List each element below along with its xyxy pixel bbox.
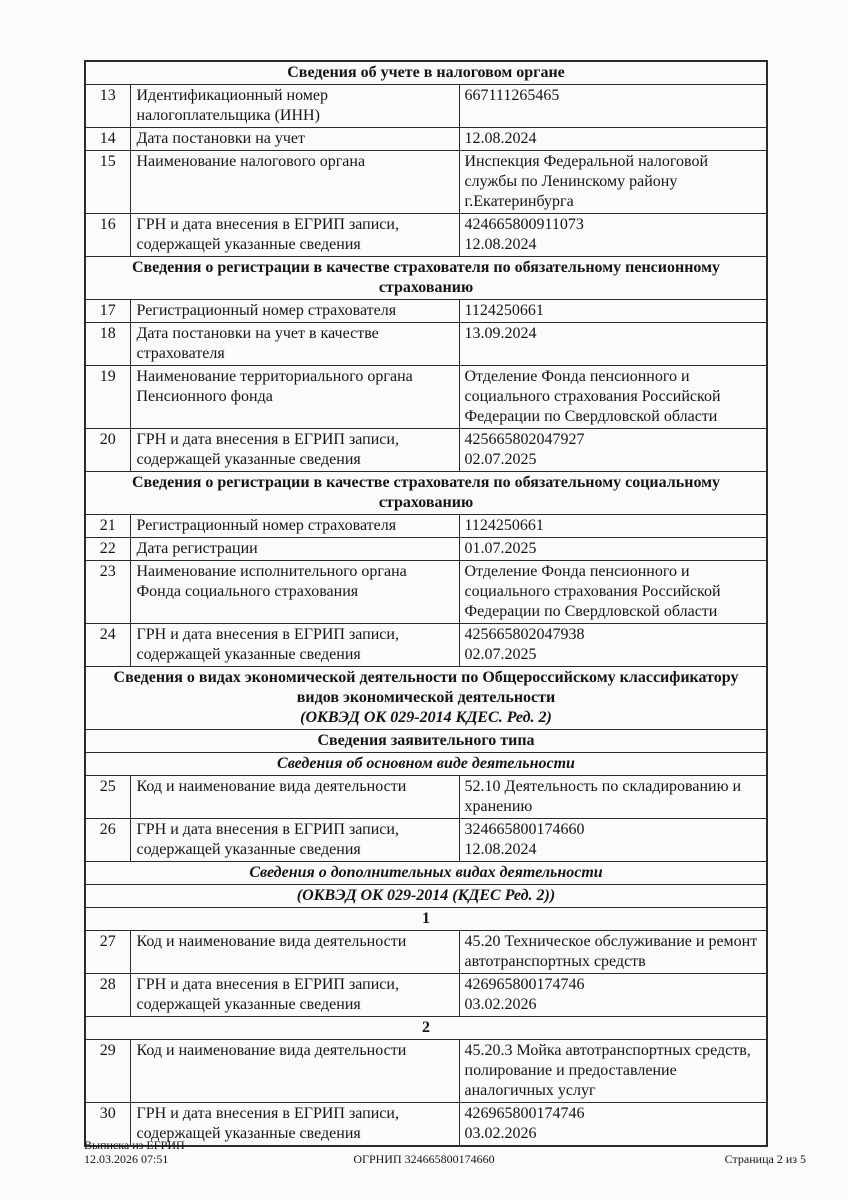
row-value-line: 12.08.2024 — [464, 130, 537, 147]
row-label-cell: Наименование исполнительного органа Фонда социального страхования — [130, 561, 459, 624]
row-value-line: 425665802047927 — [464, 431, 585, 448]
section-header-cell — [85, 472, 767, 515]
row-value-cell — [459, 128, 767, 151]
row-number-cell: 29 — [85, 1040, 130, 1103]
row-label-cell: ГРН и дата внесения в ЕГРИП записи, содержащей указанные сведения — [130, 429, 459, 472]
section-header-cell — [85, 753, 767, 776]
table-row — [85, 515, 767, 538]
row-label-cell: ГРН и дата внесения в ЕГРИП записи, содержащей указанные сведения — [130, 214, 459, 257]
section-header-row — [85, 908, 767, 931]
row-label-cell: Регистрационный номер страхователя — [130, 515, 459, 538]
section-header-row — [85, 753, 767, 776]
row-value-line: 324665800174660 — [464, 821, 585, 838]
table-row — [85, 429, 767, 472]
egrip-table-body — [85, 61, 767, 1146]
row-label-cell: Идентификационный номер налогоплательщика (ИНН) — [130, 85, 459, 128]
table-row — [85, 85, 767, 128]
table-row — [85, 300, 767, 323]
row-number-cell: 16 — [85, 214, 130, 257]
row-value-line: 52.10 Деятельность по складированию и хранению — [464, 778, 742, 815]
section-header-cell — [85, 61, 767, 85]
row-number-cell: 18 — [85, 323, 130, 366]
row-value-line: 13.09.2024 — [464, 325, 537, 342]
row-number-cell: 28 — [85, 974, 130, 1017]
section-title: Сведения о видах экономической деятельности по Общероссийскому классификатору видов экономической деятельности — [113, 669, 739, 706]
table-row — [85, 1040, 767, 1103]
row-label-cell: Код и наименование вида деятельности — [130, 776, 459, 819]
section-header-cell — [85, 730, 767, 753]
row-value-line: 12.08.2024 — [464, 236, 537, 253]
row-number-cell: 22 — [85, 538, 130, 561]
row-label-cell: ГРН и дата внесения в ЕГРИП записи, содержащей указанные сведения — [130, 1103, 459, 1147]
row-value-line: 426965800174746 — [464, 976, 585, 993]
section-title: Сведения о регистрации в качестве страхователя по обязательному пенсионному страхованию — [131, 259, 721, 296]
row-value-cell — [459, 214, 767, 257]
row-value-line: 03.02.2026 — [464, 1125, 537, 1142]
section-header-cell — [85, 1017, 767, 1040]
section-subtitle: (ОКВЭД ОК 029-2014 КДЕС. Ред. 2) — [300, 709, 552, 726]
row-label-cell: ГРН и дата внесения в ЕГРИП записи, содержащей указанные сведения — [130, 974, 459, 1017]
row-value-cell — [459, 85, 767, 128]
section-header-cell — [85, 908, 767, 931]
row-number-cell: 25 — [85, 776, 130, 819]
row-number-cell: 30 — [85, 1103, 130, 1147]
section-header-row — [85, 1017, 767, 1040]
section-header-row — [85, 862, 767, 885]
row-value-line: 01.07.2025 — [464, 540, 537, 557]
row-label-cell: Регистрационный номер страхователя — [130, 300, 459, 323]
table-row — [85, 931, 767, 974]
table-row — [85, 776, 767, 819]
footer-datetime: 12.03.2026 07:51 — [84, 1152, 169, 1166]
footer-doc-type: Выписка из ЕГРИП — [84, 1138, 185, 1152]
row-value-cell — [459, 300, 767, 323]
row-label-cell: Наименование территориального органа Пенсионного фонда — [130, 366, 459, 429]
row-number-cell: 21 — [85, 515, 130, 538]
row-label-cell: Дата регистрации — [130, 538, 459, 561]
row-label-cell: Код и наименование вида деятельности — [130, 931, 459, 974]
section-header-row — [85, 61, 767, 85]
row-value-cell — [459, 538, 767, 561]
section-title: 1 — [422, 910, 430, 927]
row-value-line: 45.20 Техническое обслуживание и ремонт автотранспортных средств — [464, 933, 758, 970]
section-subtitle: Сведения об основном виде деятельности — [277, 755, 575, 772]
row-value-cell — [459, 624, 767, 667]
table-row — [85, 366, 767, 429]
row-label-cell: Дата постановки на учет в качестве страхователя — [130, 323, 459, 366]
section-header-cell — [85, 667, 767, 730]
section-title: 2 — [422, 1019, 430, 1036]
row-value-cell — [459, 1040, 767, 1103]
row-value-line: 1124250661 — [464, 302, 544, 319]
section-header-row — [85, 257, 767, 300]
row-number-cell: 26 — [85, 819, 130, 862]
table-row — [85, 128, 767, 151]
row-value-line: 12.08.2024 — [464, 841, 537, 858]
table-row — [85, 323, 767, 366]
row-value-cell — [459, 515, 767, 538]
row-value-line: 1124250661 — [464, 517, 544, 534]
row-value-line: 425665802047938 — [464, 626, 585, 643]
row-value-line: 667111265465 — [464, 87, 560, 104]
page-footer — [0, 1138, 848, 1166]
row-value-line: 03.02.2026 — [464, 996, 537, 1013]
row-label-cell: Дата постановки на учет — [130, 128, 459, 151]
row-number-cell: 23 — [85, 561, 130, 624]
row-value-cell — [459, 561, 767, 624]
footer-page-number: Страница 2 из 5 — [724, 1152, 806, 1166]
row-value-line: Инспекция Федеральной налоговой службы по Ленинскому району г.Екатеринбурга — [464, 153, 709, 210]
row-value-line: 45.20.3 Мойка автотранспортных средств, полирование и предоставление аналогичных услуг — [464, 1042, 751, 1099]
row-label-cell: ГРН и дата внесения в ЕГРИП записи, содержащей указанные сведения — [130, 819, 459, 862]
row-value-cell — [459, 429, 767, 472]
row-value-cell — [459, 974, 767, 1017]
row-value-line: Отделение Фонда пенсионного и социального страхования Российской Федерации по Свердловской области — [464, 563, 721, 620]
section-header-cell — [85, 862, 767, 885]
table-row — [85, 624, 767, 667]
section-title: Сведения об учете в налоговом органе — [287, 64, 565, 81]
row-number-cell: 19 — [85, 366, 130, 429]
section-header-cell — [85, 885, 767, 908]
section-header-row — [85, 730, 767, 753]
section-header-row — [85, 885, 767, 908]
row-value-cell — [459, 931, 767, 974]
section-subtitle: (ОКВЭД ОК 029-2014 (КДЕС Ред. 2)) — [296, 887, 556, 904]
row-number-cell: 17 — [85, 300, 130, 323]
row-number-cell: 13 — [85, 85, 130, 128]
row-label-cell: Код и наименование вида деятельности — [130, 1040, 459, 1103]
section-header-cell — [85, 257, 767, 300]
row-number-cell: 20 — [85, 429, 130, 472]
egrip-table — [84, 60, 768, 1147]
row-number-cell: 15 — [85, 151, 130, 214]
row-value-line: 424665800911073 — [464, 216, 584, 233]
row-number-cell: 27 — [85, 931, 130, 974]
row-number-cell: 14 — [85, 128, 130, 151]
row-value-cell — [459, 366, 767, 429]
row-value-line: Отделение Фонда пенсионного и социального страхования Российской Федерации по Свердловской области — [464, 368, 721, 425]
section-title: Сведения заявительного типа — [317, 732, 535, 749]
row-label-cell: Наименование налогового органа — [130, 151, 459, 214]
row-value-line: 02.07.2025 — [464, 646, 537, 663]
table-row — [85, 151, 767, 214]
row-value-cell — [459, 819, 767, 862]
table-row — [85, 819, 767, 862]
table-row — [85, 974, 767, 1017]
row-label-cell: ГРН и дата внесения в ЕГРИП записи, содержащей указанные сведения — [130, 624, 459, 667]
section-subtitle: Сведения о дополнительных видах деятельности — [249, 864, 603, 881]
row-value-line: 02.07.2025 — [464, 451, 537, 468]
row-value-cell — [459, 151, 767, 214]
row-value-line: 426965800174746 — [464, 1105, 585, 1122]
row-value-cell — [459, 776, 767, 819]
row-number-cell: 24 — [85, 624, 130, 667]
footer-ogrnip: ОГРНИП 324665800174660 — [353, 1152, 495, 1166]
section-header-row — [85, 667, 767, 730]
table-row — [85, 561, 767, 624]
row-value-cell — [459, 323, 767, 366]
table-row — [85, 538, 767, 561]
table-row — [85, 214, 767, 257]
section-header-row — [85, 472, 767, 515]
section-title: Сведения о регистрации в качестве страхователя по обязательному социальному страхованию — [131, 474, 721, 511]
